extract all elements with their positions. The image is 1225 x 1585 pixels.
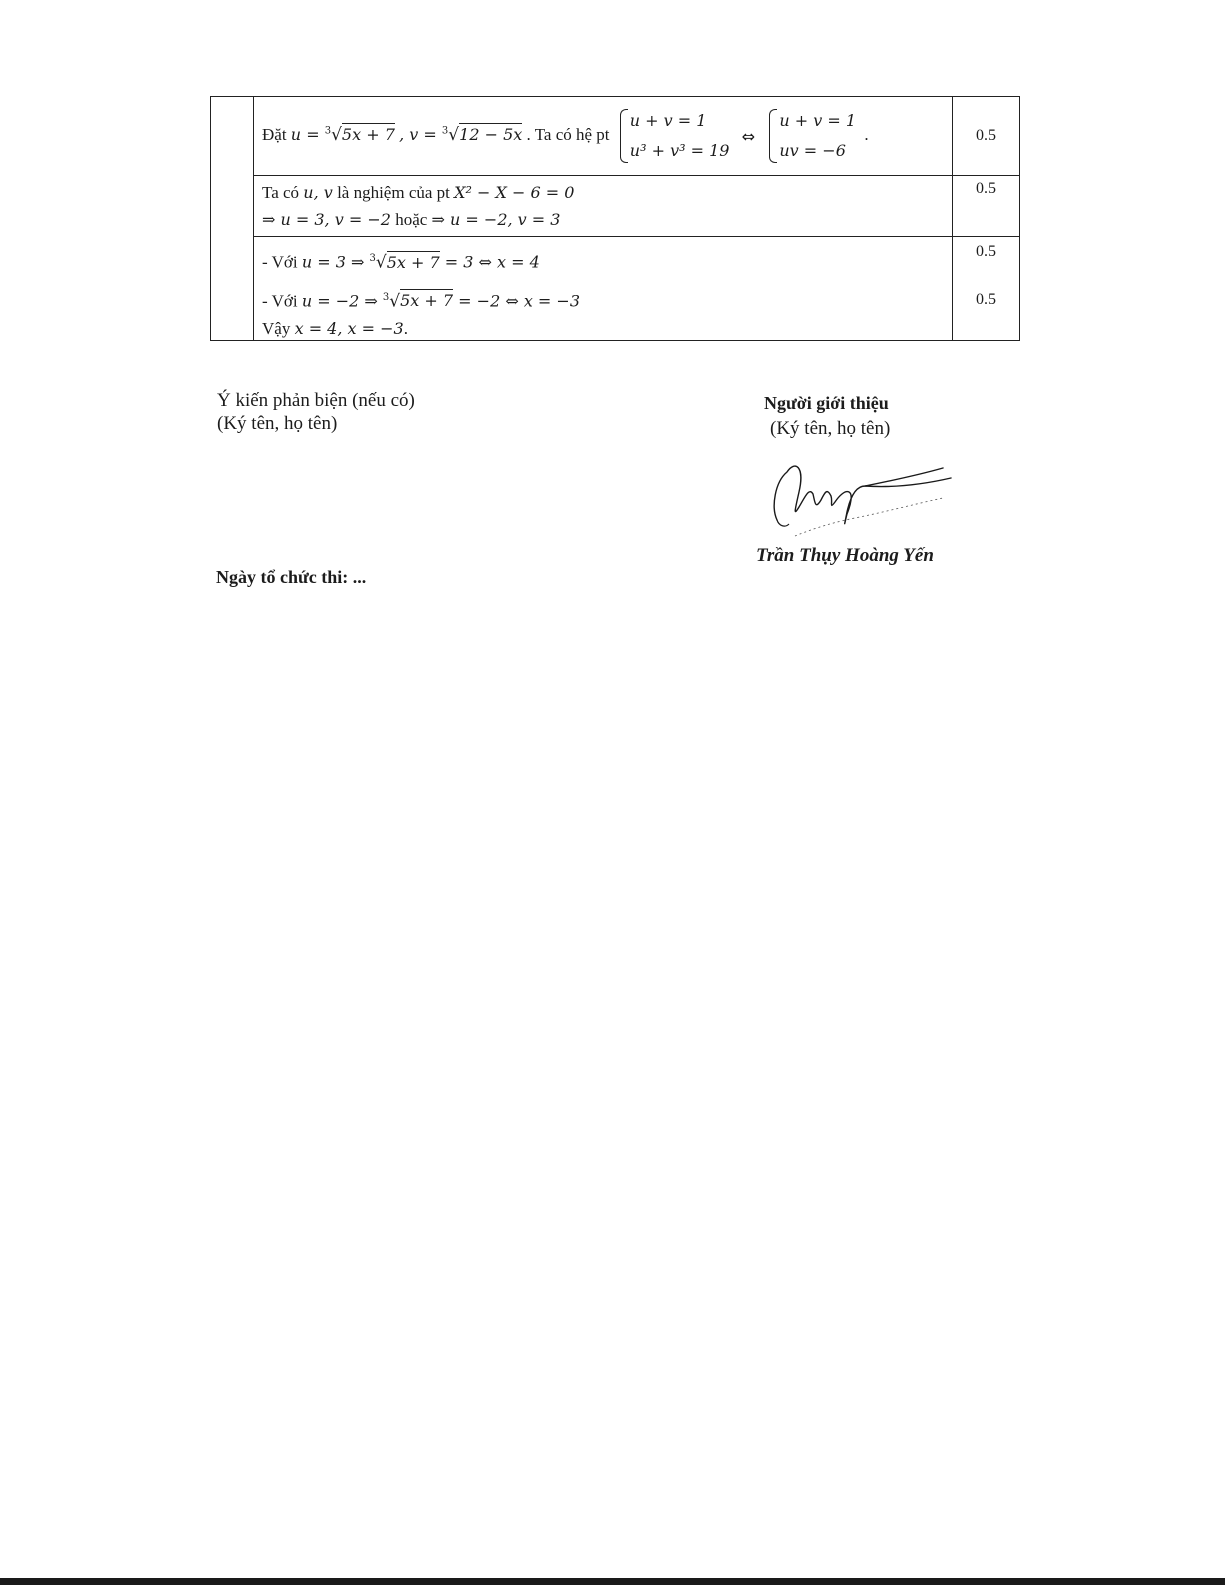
period: . <box>864 124 869 144</box>
table-row <box>211 237 1020 341</box>
case-2-result: = −2 ⇔ x = −3 <box>453 291 581 311</box>
substitution-line <box>262 106 944 166</box>
signer-name: Trần Thụy Hoàng Yến <box>756 545 934 566</box>
quadratic-equation: X² − X − 6 = 0 <box>454 183 575 202</box>
system-equation: u + v = 1 <box>779 111 857 130</box>
roots-line <box>262 206 944 233</box>
text-ta-co: Ta có <box>262 183 304 202</box>
text-root-of: là nghiệm của pt <box>332 183 455 202</box>
case-1-result: = 3 ⇔ x = 4 <box>439 252 540 272</box>
text-voi: - Với <box>262 252 302 272</box>
table-row <box>211 176 1020 237</box>
review-title: Ý kiến phản biện (nếu có) <box>217 390 415 411</box>
case-1-assumption: u = 3 ⇒ <box>301 252 370 272</box>
root-pair-1: ⇒ u = 3, v = −2 <box>262 210 391 229</box>
equation-system-1 <box>618 106 730 166</box>
text-dat: Đặt <box>262 124 291 144</box>
case-1-line <box>262 241 944 281</box>
cube-index: 3 <box>324 125 332 137</box>
radical-sign: √ <box>448 124 460 145</box>
system-equation: u³ + v³ = 19 <box>629 141 730 160</box>
iff-symbol: ⇔ <box>741 126 756 146</box>
u-definition: u = <box>290 124 325 144</box>
case-2-assumption: u = −2 ⇒ <box>301 291 383 311</box>
solution-cell <box>254 176 953 237</box>
radical-sign: √ <box>331 124 342 145</box>
system-equation: u + v = 1 <box>629 111 707 130</box>
solution-cell <box>254 97 953 176</box>
case-2-line <box>262 281 944 319</box>
case-2-radicand: 5x + 7 <box>400 291 454 311</box>
cube-index: 3 <box>369 253 376 264</box>
system-intro: . Ta có hệ pt <box>526 124 610 144</box>
exam-date-label: Ngày tổ chức thi: ... <box>216 567 367 587</box>
case-1-radicand: 5x + 7 <box>386 252 440 272</box>
uv-vars: u, v <box>303 183 333 202</box>
equation-system-2 <box>767 106 856 166</box>
v-radicand: 12 − 5x <box>459 124 523 144</box>
scan-bottom-edge <box>0 1578 1225 1585</box>
introducer-title: Người giới thiệu <box>764 393 889 413</box>
radical-sign: √ <box>375 252 387 273</box>
cube-index: 3 <box>441 125 449 137</box>
u-radicand: 5x + 7 <box>341 124 395 144</box>
quadratic-line <box>262 179 944 206</box>
answer-table <box>210 96 1020 341</box>
cube-index: 3 <box>382 291 390 303</box>
period: . <box>403 319 408 339</box>
conclusion-math: x = 4, x = −3 <box>294 319 404 339</box>
root-pair-2: ⇒ u = −2, v = 3 <box>431 210 561 229</box>
question-cell <box>211 97 254 341</box>
table-row <box>211 97 1020 176</box>
solution-cell <box>254 237 953 341</box>
text-voi: - Với <box>262 291 302 311</box>
text-or: hoặc <box>390 210 432 229</box>
radical-sign: √ <box>389 291 401 312</box>
system-equation: uv = −6 <box>779 141 846 160</box>
score-cell <box>953 176 1020 237</box>
review-subtitle: (Ký tên, họ tên) <box>217 413 338 434</box>
conclusion-line <box>262 318 944 340</box>
text-vay: Vậy <box>262 319 295 339</box>
score-value: 0.5 <box>976 180 996 197</box>
handwritten-signature <box>765 452 965 547</box>
score-value: 0.5 <box>976 243 996 260</box>
score-cell <box>953 237 1020 341</box>
score-value: 0.5 <box>976 291 996 308</box>
score-cell <box>953 97 1020 176</box>
introducer-subtitle: (Ký tên, họ tên) <box>770 418 891 439</box>
v-definition: , v = <box>399 124 442 144</box>
score-value: 0.5 <box>976 127 996 144</box>
